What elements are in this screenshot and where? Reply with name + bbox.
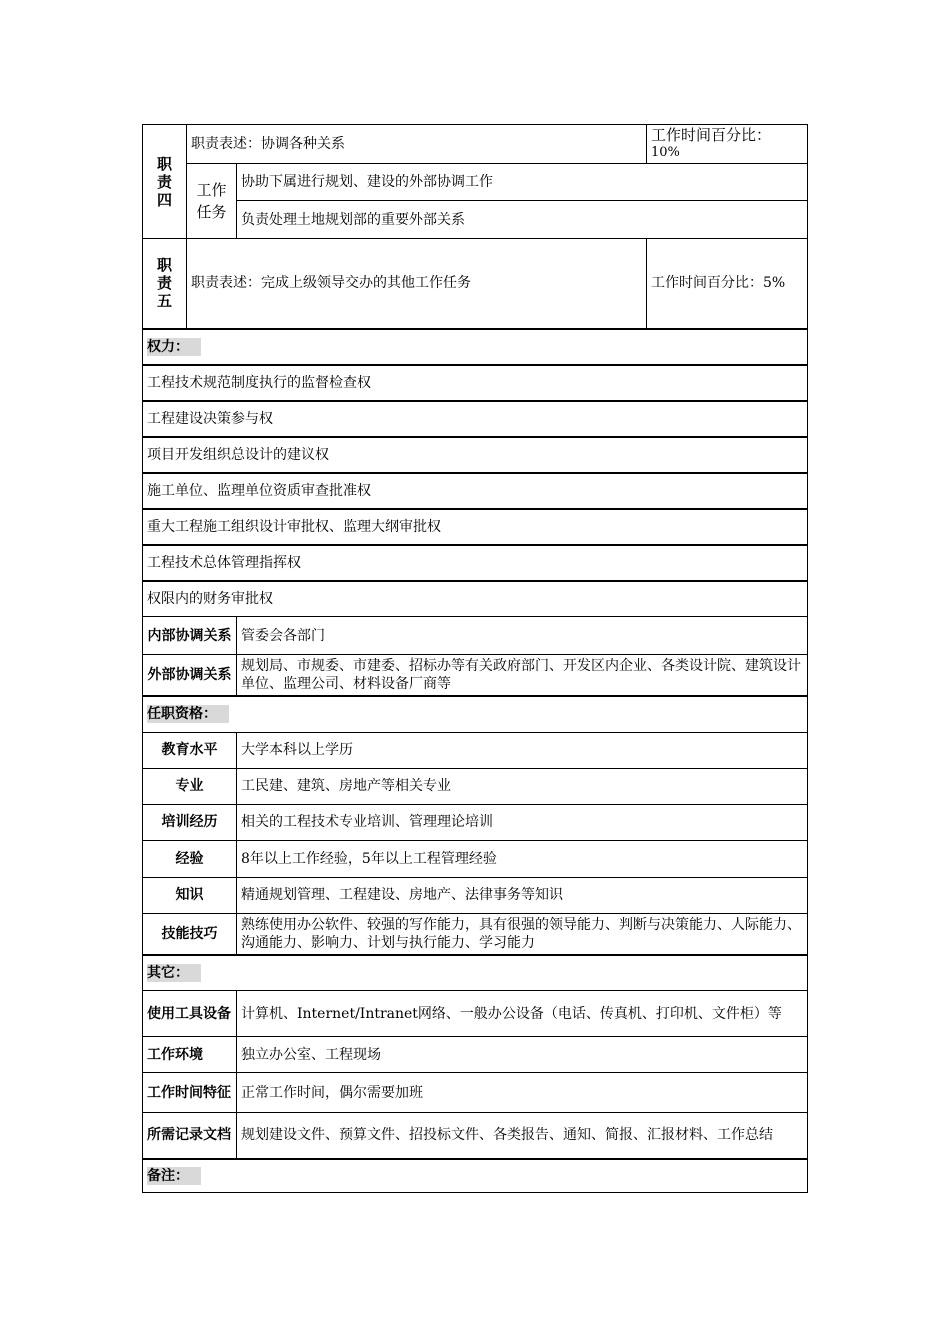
training-value: 相关的工程技术专业培训、管理理论培训 xyxy=(237,804,808,840)
internal-relations-label: 内部协调关系 xyxy=(143,617,237,655)
authority-item: 工程技术总体管理指挥权 xyxy=(143,545,808,581)
qualifications-section-header xyxy=(143,696,808,732)
authority-item: 重大工程施工组织设计审批权、监理大纲审批权 xyxy=(143,509,808,545)
authority-item: 工程技术规范制度执行的监督检查权 xyxy=(143,365,808,401)
authority-section-header xyxy=(143,329,808,365)
external-relations-value: 规划局、市规委、市建委、招标办等有关政府部门、开发区内企业、各类设计院、建筑设计单位、监理公司、材料设备厂商等 xyxy=(237,655,808,697)
work-environment-label: 工作环境 xyxy=(143,1037,237,1073)
education-label: 教育水平 xyxy=(143,732,237,768)
major-value: 工民建、建筑、房地产等相关专业 xyxy=(237,768,808,804)
other-title: 其它： xyxy=(147,964,201,982)
duty4-time-label: 工作时间百分比： xyxy=(651,126,772,144)
tools-label: 使用工具设备 xyxy=(143,991,237,1037)
notes-title: 备注： xyxy=(147,1167,201,1185)
work-environment-value: 独立办公室、工程现场 xyxy=(237,1037,808,1073)
duty4-label: 职 责 四 xyxy=(143,125,187,239)
knowledge-value: 精通规划管理、工程建设、房地产、法律事务等知识 xyxy=(237,877,808,913)
duty5-time-percent: 工作时间百分比：5% xyxy=(647,239,808,329)
authority-item: 工程建设决策参与权 xyxy=(143,401,808,437)
authority-item: 施工单位、监理单位资质审查批准权 xyxy=(143,473,808,509)
work-time-value: 正常工作时间，偶尔需要加班 xyxy=(237,1073,808,1113)
duty4-task-label: 工作 任务 xyxy=(187,164,237,239)
authority-item: 项目开发组织总设计的建议权 xyxy=(143,437,808,473)
authority-item: 权限内的财务审批权 xyxy=(143,581,808,617)
qualifications-title: 任职资格： xyxy=(147,705,229,723)
job-description-table xyxy=(142,124,808,1193)
education-value: 大学本科以上学历 xyxy=(237,732,808,768)
skills-label: 技能技巧 xyxy=(143,913,237,955)
work-time-label: 工作时间特征 xyxy=(143,1073,237,1113)
duty5-statement: 职责表述：完成上级领导交办的其他工作任务 xyxy=(187,239,647,329)
notes-section-header xyxy=(143,1159,808,1193)
authority-title: 权力： xyxy=(147,338,201,356)
external-relations-label: 外部协调关系 xyxy=(143,655,237,697)
training-label: 培训经历 xyxy=(143,804,237,840)
tools-value: 计算机、Internet/Intranet网络、一般办公设备（电话、传真机、打印机、文件柜）等 xyxy=(237,991,808,1037)
other-section-header xyxy=(143,955,808,991)
duty4-time-percent xyxy=(647,125,808,164)
required-documents-value: 规划建设文件、预算文件、招投标文件、各类报告、通知、简报、汇报材料、工作总结 xyxy=(237,1113,808,1159)
duty5-label: 职 责 五 xyxy=(143,239,187,329)
internal-relations-value: 管委会各部门 xyxy=(237,617,808,655)
job-description-page xyxy=(142,124,807,1193)
knowledge-label: 知识 xyxy=(143,877,237,913)
skills-value: 熟练使用办公软件、较强的写作能力，具有很强的领导能力、判断与决策能力、人际能力、沟通能力、影响力、计划与执行能力、学习能力 xyxy=(237,913,808,955)
duty4-task-2: 负责处理土地规划部的重要外部关系 xyxy=(237,201,808,239)
duty4-task-1: 协助下属进行规划、建设的外部协调工作 xyxy=(237,164,808,201)
duty4-time-value: 10% xyxy=(651,145,680,160)
major-label: 专业 xyxy=(143,768,237,804)
required-documents-label: 所需记录文档 xyxy=(143,1113,237,1159)
duty4-statement: 职责表述：协调各种关系 xyxy=(187,125,647,164)
experience-value: 8年以上工作经验，5年以上工程管理经验 xyxy=(237,840,808,877)
experience-label: 经验 xyxy=(143,840,237,877)
